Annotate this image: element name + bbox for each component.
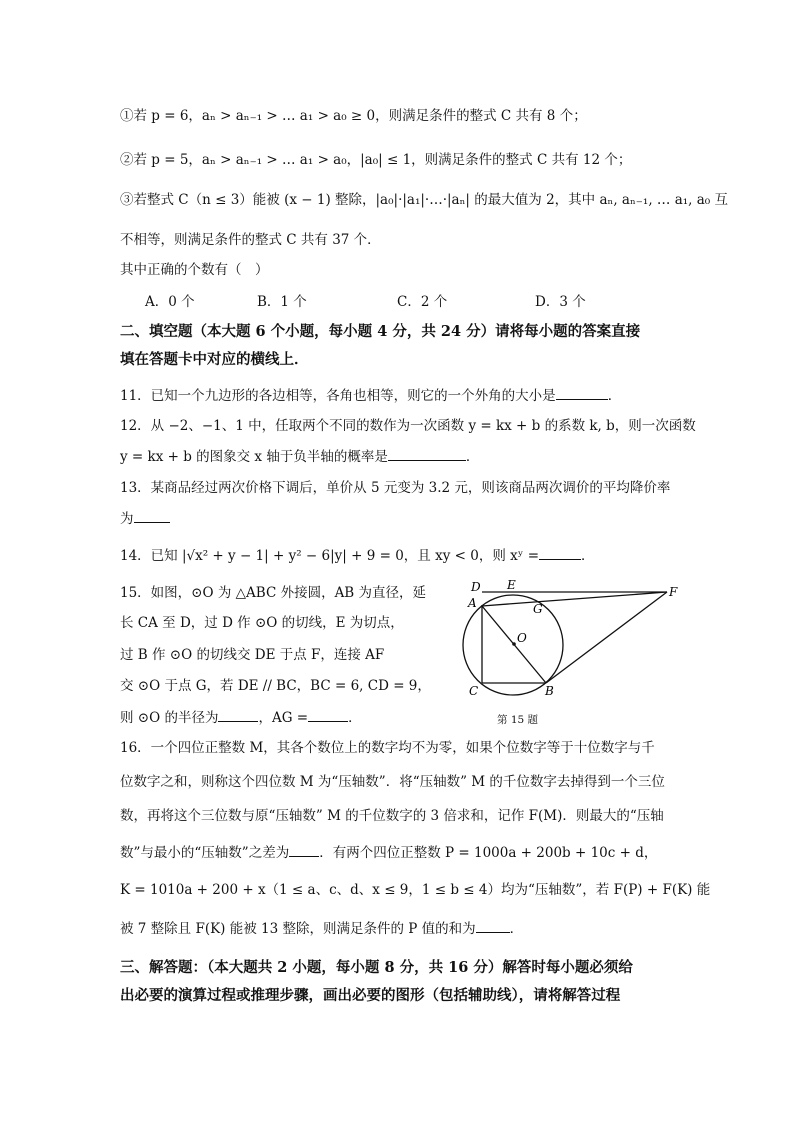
label-b: B: [545, 684, 554, 698]
label-e: E: [507, 578, 516, 592]
question-16-line1: 16．一个四位正整数 M，其各个数位上的数字均不为零，如果个位数字等于十位数字与千: [120, 740, 655, 756]
geometry-figure: [455, 575, 695, 725]
answer-blank: [388, 446, 466, 461]
question-11-text: 11．已知一个九边形的各边相等，各角也相等，则它的一个外角的大小是: [120, 388, 556, 404]
segment-bf: [546, 592, 667, 683]
section3-heading-line2: 出必要的演算过程或推理步骤，画出必要的图形（包括辅助线），请将解答过程: [120, 987, 621, 1004]
label-a: A: [468, 596, 477, 610]
segment-af: [482, 592, 667, 606]
option-a: A．0 个: [145, 294, 195, 310]
question-15-line5: 则 ⊙O 的半径为 ，AG = ．: [120, 707, 362, 728]
question-14: 14．已知 |√x² + y − 1| + y² − 6|y| + 9 = 0，且 xy < 0，则 xʸ = ．: [120, 545, 595, 566]
statement-1: ①若 p = 6，aₙ > aₙ₋₁ > … a₁ > a₀ ≥ 0，则满足条件的整式 C 共有 8 个；: [120, 108, 587, 124]
question-15-line2: 长 CA 至 D，过 D 作 ⊙O 的切线，E 为切点，: [120, 615, 404, 631]
question-16-diff-text: 数”与最小的“压轴数”之差为: [120, 845, 290, 861]
question-16-line4: [120, 842, 657, 863]
answer-blank: [539, 545, 581, 560]
question-12-line2: y = kx + b 的图象交 x 轴于负半轴的概率是 ．: [120, 446, 479, 467]
question-15-line4: 交 ⊙O 于点 G，若 DE // BC，BC = 6, CD = 9，: [120, 678, 431, 694]
question-12-line1: 12．从 −2、−1、1 中，任取两个不同的数作为一次函数 y = kx + b 的系数 k, b，则一次函数: [120, 418, 696, 434]
section2-heading-line2: 填在答题卡中对应的横线上．: [120, 351, 309, 368]
question-16-sum-text: 被 7 整除且 F(K) 能被 13 整除，则满足条件的 P 值的和为: [120, 921, 476, 937]
label-g: G: [533, 602, 543, 616]
question-16-line6: [120, 918, 523, 939]
question-prompt: 其中正确的个数有（ ）: [120, 262, 269, 278]
option-c: C．2 个: [397, 294, 448, 310]
question-16-line5: K = 1010a + 200 + x（1 ≤ a、c、d、x ≤ 9，1 ≤ b ≤ 4）均为“压轴数”，若 F(P) + F(K) 能: [120, 882, 711, 898]
answer-blank: [308, 707, 348, 722]
question-16-line2: 位数字之和，则称这个四位数 M 为“压轴数”．将“压轴数” M 的千位数字去掉得到一个三位: [120, 774, 665, 790]
question-16-p-definition: ．有两个四位正整数 P = 1000a + 200b + 10c + d，: [319, 845, 658, 861]
question-13-line2: [120, 508, 170, 529]
question-12-text: y = kx + b 的图象交 x 轴于负半轴的概率是: [120, 449, 388, 465]
answer-blank: [476, 918, 510, 933]
question-13-text: 为: [120, 511, 134, 527]
label-f: F: [669, 585, 678, 599]
question-11: 11．已知一个九边形的各边相等，各角也相等，则它的一个外角的大小是 ．: [120, 385, 621, 406]
answer-blank: [218, 707, 258, 722]
answer-blank: [134, 508, 170, 523]
question-13-line1: 13．某商品经过两次价格下调后，单价从 5 元变为 3.2 元，则该商品两次调价的平均降价率: [120, 480, 671, 496]
section3-heading-line1: 三、解答题：（本大题共 2 小题，每小题 8 分，共 16 分）解答时每小题必须给: [120, 959, 633, 976]
question-15-ag-text: ，AG =: [258, 710, 309, 726]
answer-blank: [556, 385, 608, 400]
answer-blank: [289, 842, 319, 857]
question-16-line3: 数，再将这个三位数与原“压轴数” M 的千位数字的 3 倍求和，记作 F(M)．则最大的“压轴: [120, 808, 664, 824]
question-15-line3: 过 B 作 ⊙O 的切线交 DE 于点 F，连接 AF: [120, 647, 385, 663]
question-14-text: 14．已知 |√x² + y − 1| + y² − 6|y| + 9 = 0，且 xy < 0，则 xʸ =: [120, 548, 540, 564]
center-point: [512, 642, 516, 646]
option-d: D．3 个: [535, 294, 586, 310]
section2-heading-line1: 二、填空题（本大题 6 个小题，每小题 4 分，共 24 分）请将每小题的答案直接: [120, 323, 641, 340]
statement-3-line1: ③若整式 C（n ≤ 3）能被 (x − 1) 整除，|a₀|·|a₁|·…·|aₙ| 的最大值为 2，其中 aₙ, aₙ₋₁, … a₁, a₀ 互: [120, 192, 729, 208]
question-15-radius-text: 则 ⊙O 的半径为: [120, 710, 219, 726]
question-15-line1: 15．如图，⊙O 为 △ABC 外接圆，AB 为直径，延: [120, 585, 427, 601]
label-o: O: [517, 631, 527, 645]
question-16-period: ．: [509, 921, 524, 937]
label-c: C: [469, 684, 479, 698]
label-d: D: [471, 580, 481, 594]
figure-caption: 第 15 题: [497, 714, 539, 726]
statement-3-line2: 不相等，则满足条件的整式 C 共有 37 个．: [120, 232, 381, 248]
option-b: B．1 个: [257, 294, 307, 310]
statement-2: ②若 p = 5，aₙ > aₙ₋₁ > … a₁ > a₀，|a₀| ≤ 1，则满足条件的整式 C 共有 12 个；: [120, 152, 632, 168]
